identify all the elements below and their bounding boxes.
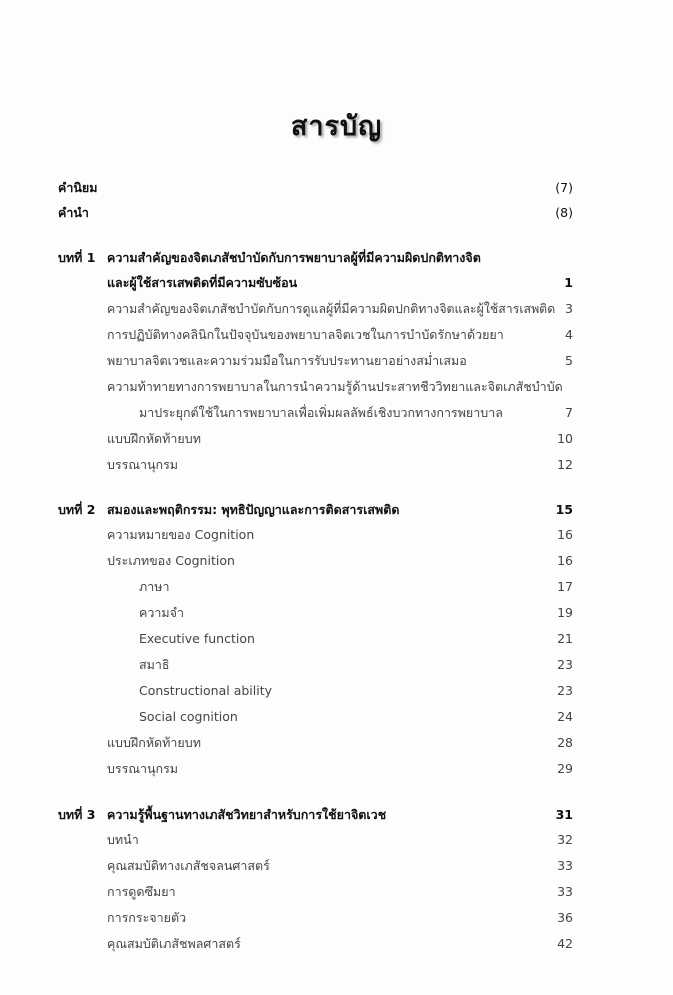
toc-label: บรรณานุกรม [107,457,179,472]
toc-label: ความท้าทายทางการพยาบาลในการนำความรู้ด้านประสาทชีววิทยาและจิตเภสัชบำบัด [107,379,563,394]
toc-label: แบบฝึกหัดท้ายบท [107,735,201,750]
toc-label: ความจำ [139,605,184,620]
toc-page: 21 [557,631,573,646]
toc-entry [0,202,673,224]
toc-page: 32 [557,832,573,847]
toc-entry [0,758,673,780]
toc-page: 17 [557,579,573,594]
chapter-number: บทที่ 3 [58,807,96,822]
toc-page: 10 [557,431,573,446]
toc-page: 15 [555,502,573,517]
toc-label: แบบฝึกหัดท้ายบท [107,431,201,446]
toc-page: 16 [557,527,573,542]
toc-entry [0,933,673,955]
chapter-title: สมองและพฤติกรรม: พุทธิปัญญาและการติดสารเสพติด [107,502,400,517]
toc-label: ภาษา [139,579,170,594]
toc-page: 36 [557,910,573,925]
chapter-title: และผู้ใช้สารเสพติดที่มีความซับซ้อน [107,275,298,290]
chapter-heading [0,247,673,269]
chapter-heading [0,499,673,521]
toc-page: 1 [564,275,573,290]
chapter-title: ความรู้พื้นฐานทางเภสัชวิทยาสำหรับการใช้ยาจิตเวช [107,807,387,822]
toc-entry [0,454,673,476]
toc-entry [0,324,673,346]
toc-page: 29 [557,761,573,776]
toc-label: Social cognition [139,709,238,724]
toc-label: Constructional ability [139,683,273,698]
toc-label: การกระจายตัว [107,910,187,925]
toc-page: 4 [565,327,573,342]
toc-entry [0,907,673,929]
toc-entry [0,376,673,398]
toc-page: 16 [557,553,573,568]
chapter-number: บทที่ 2 [58,502,96,517]
toc-label: คุณสมบัติเภสัชพลศาสตร์ [107,936,241,951]
toc-page: 28 [557,735,573,750]
toc-label: บทนำ [107,832,139,847]
toc-entry [0,298,673,320]
toc-page: 23 [557,683,573,698]
toc-label: Executive function [139,631,255,646]
toc-label: ประเภทของ Cognition [107,553,235,568]
toc-page: 31 [555,807,573,822]
toc-entry [0,680,673,702]
toc-label: การดูดซึมยา [107,884,176,899]
toc-entry [0,428,673,450]
toc-entry [0,732,673,754]
toc-label: คำนิยม [58,180,98,195]
chapter-heading-continued [0,272,673,294]
toc-page: 23 [557,657,573,672]
toc-page: 33 [557,858,573,873]
toc-entry [0,654,673,676]
toc-label: บรรณานุกรม [107,761,179,776]
toc-entry [0,706,673,728]
toc-page: (8) [555,205,573,220]
toc-page: 7 [565,405,573,420]
toc-entry [0,177,673,199]
toc-label: สมาธิ [139,657,170,672]
toc-page: 19 [557,605,573,620]
toc-label: การปฏิบัติทางคลินิกในปัจจุบันของพยาบาลจิตเวชในการบำบัดรักษาด้วยยา [107,327,504,342]
toc-label: ความสำคัญของจิตเภสัชบำบัดกับการดูแลผู้ที่มีความผิดปกติทางจิตและผู้ใช้สารเสพติด [107,301,556,316]
toc-page: 42 [557,936,573,951]
chapter-number: บทที่ 1 [58,250,96,265]
toc-entry [0,602,673,624]
toc-page: 3 [565,301,573,316]
toc-label: พยาบาลจิตเวชและความร่วมมือในการรับประทานยาอย่างสม่ำเสมอ [107,353,467,368]
toc-entry [0,576,673,598]
toc-page: 5 [565,353,573,368]
toc-page: 24 [557,709,573,724]
toc-entry [0,881,673,903]
toc-entry [0,550,673,572]
toc-entry [0,855,673,877]
toc-page: (7) [555,180,573,195]
toc-entry [0,628,673,650]
chapter-title: ความสำคัญของจิตเภสัชบำบัดกับการพยาบาลผู้ที่มีความผิดปกติทางจิต [107,250,481,265]
chapter-heading [0,804,673,826]
toc-label: คำนำ [58,205,89,220]
toc-label: มาประยุกต์ใช้ในการพยาบาลเพื่อเพิ่มผลลัพธ์เชิงบวกทางการพยาบาล [139,405,503,420]
toc-entry [0,829,673,851]
toc-entry [0,350,673,372]
toc-page: 33 [557,884,573,899]
toc-label: คุณสมบัติทางเภสัชจลนศาสตร์ [107,858,270,873]
toc-entry [0,524,673,546]
toc-page: 12 [557,457,573,472]
toc-entry-continued [0,402,673,424]
page-title: สารบัญ [290,111,383,142]
toc-label: ความหมายของ Cognition [107,527,255,542]
